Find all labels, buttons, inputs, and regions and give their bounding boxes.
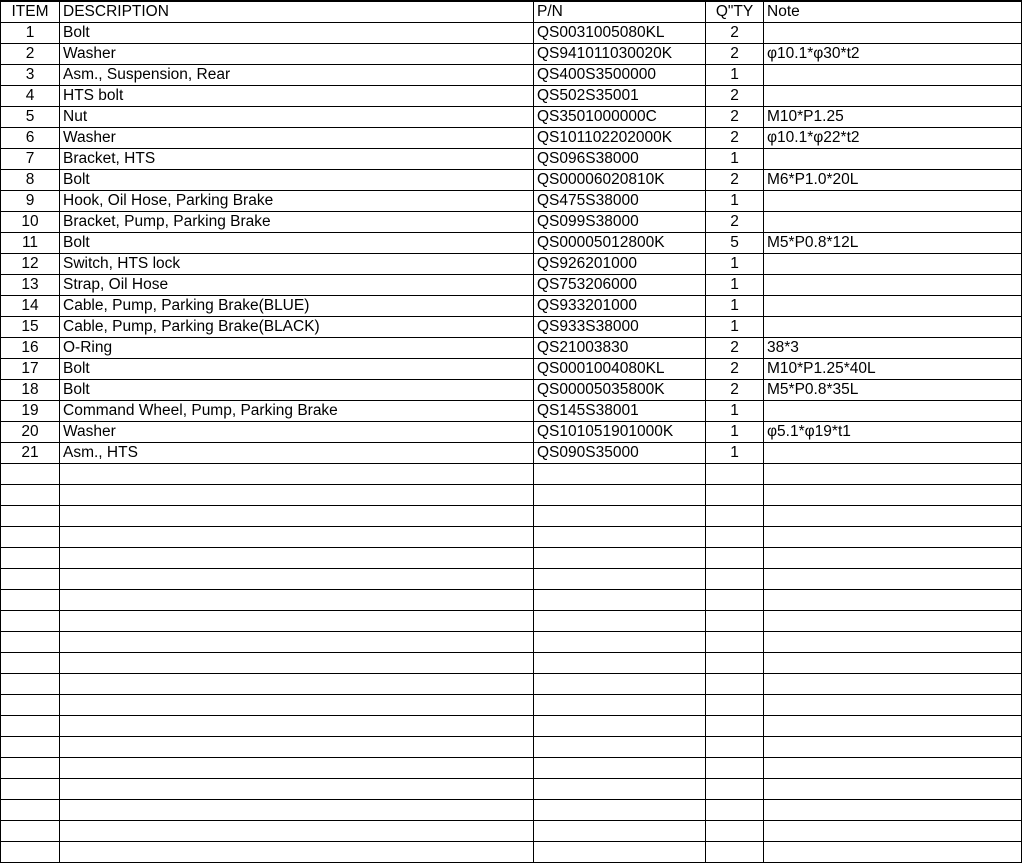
cell-note: [764, 296, 1022, 317]
cell-quantity-empty: [706, 506, 764, 527]
cell-part-number-empty: [534, 779, 706, 800]
parts-body: [1, 23, 1022, 863]
cell-quantity: 1: [706, 275, 764, 296]
cell-note: M5*P0.8*12L: [764, 233, 1022, 254]
cell-note-empty: [764, 800, 1022, 821]
cell-part-number-empty: [534, 506, 706, 527]
cell-note: [764, 275, 1022, 296]
table-row: [1, 212, 1022, 233]
table-row: [1, 380, 1022, 401]
empty-table-row: [1, 653, 1022, 674]
table-row: [1, 296, 1022, 317]
empty-table-row: [1, 821, 1022, 842]
table-row: [1, 191, 1022, 212]
cell-item: 11: [1, 233, 60, 254]
cell-note: φ5.1*φ19*t1: [764, 422, 1022, 443]
cell-item-empty: [1, 632, 60, 653]
cell-note-empty: [764, 527, 1022, 548]
cell-quantity-empty: [706, 779, 764, 800]
table-row: [1, 107, 1022, 128]
cell-part-number: QS933201000: [534, 296, 706, 317]
cell-description-empty: [60, 632, 534, 653]
cell-quantity-empty: [706, 590, 764, 611]
cell-item-empty: [1, 506, 60, 527]
cell-note-empty: [764, 611, 1022, 632]
cell-description: Bolt: [60, 380, 534, 401]
cell-quantity-empty: [706, 464, 764, 485]
empty-table-row: [1, 464, 1022, 485]
empty-table-row: [1, 590, 1022, 611]
cell-quantity: 2: [706, 23, 764, 44]
empty-table-row: [1, 548, 1022, 569]
cell-part-number-empty: [534, 716, 706, 737]
header-row: [1, 1, 1022, 23]
cell-description-empty: [60, 527, 534, 548]
cell-part-number: QS00005012800K: [534, 233, 706, 254]
cell-item: 7: [1, 149, 60, 170]
cell-quantity: 1: [706, 443, 764, 464]
cell-note: [764, 86, 1022, 107]
cell-description-empty: [60, 779, 534, 800]
cell-part-number-empty: [534, 569, 706, 590]
cell-part-number: QS00006020810K: [534, 170, 706, 191]
cell-quantity: 1: [706, 191, 764, 212]
cell-description-empty: [60, 653, 534, 674]
cell-description: O-Ring: [60, 338, 534, 359]
cell-item-empty: [1, 548, 60, 569]
table-row: [1, 401, 1022, 422]
cell-description: Asm., Suspension, Rear: [60, 65, 534, 86]
header-part-number: P/N: [534, 1, 706, 23]
cell-description-empty: [60, 485, 534, 506]
cell-quantity-empty: [706, 821, 764, 842]
cell-part-number-empty: [534, 464, 706, 485]
cell-quantity-empty: [706, 842, 764, 863]
header-quantity: Q"TY: [706, 1, 764, 23]
cell-quantity: 1: [706, 65, 764, 86]
cell-item-empty: [1, 737, 60, 758]
cell-item: 1: [1, 23, 60, 44]
cell-description-empty: [60, 821, 534, 842]
empty-table-row: [1, 569, 1022, 590]
cell-item: 12: [1, 254, 60, 275]
cell-part-number-empty: [534, 842, 706, 863]
cell-item: 18: [1, 380, 60, 401]
cell-item: 5: [1, 107, 60, 128]
cell-note-empty: [764, 632, 1022, 653]
cell-quantity: 2: [706, 86, 764, 107]
cell-item-empty: [1, 800, 60, 821]
cell-part-number-empty: [534, 821, 706, 842]
cell-part-number-empty: [534, 695, 706, 716]
cell-quantity-empty: [706, 548, 764, 569]
cell-note: 38*3: [764, 338, 1022, 359]
cell-part-number: QS3501000000C: [534, 107, 706, 128]
cell-part-number: QS475S38000: [534, 191, 706, 212]
cell-description: Asm., HTS: [60, 443, 534, 464]
cell-part-number: QS00005035800K: [534, 380, 706, 401]
cell-description-empty: [60, 695, 534, 716]
cell-item: 9: [1, 191, 60, 212]
empty-table-row: [1, 674, 1022, 695]
cell-item: 6: [1, 128, 60, 149]
cell-part-number-empty: [534, 674, 706, 695]
cell-item: 2: [1, 44, 60, 65]
cell-description-empty: [60, 569, 534, 590]
cell-note: [764, 65, 1022, 86]
cell-description-empty: [60, 674, 534, 695]
cell-quantity: 1: [706, 422, 764, 443]
cell-description: Command Wheel, Pump, Parking Brake: [60, 401, 534, 422]
cell-part-number-empty: [534, 611, 706, 632]
cell-part-number: QS101051901000K: [534, 422, 706, 443]
cell-description-empty: [60, 506, 534, 527]
cell-part-number: QS941011030020K: [534, 44, 706, 65]
cell-quantity-empty: [706, 800, 764, 821]
cell-note: φ10.1*φ22*t2: [764, 128, 1022, 149]
table-row: [1, 275, 1022, 296]
cell-note: [764, 149, 1022, 170]
cell-note-empty: [764, 569, 1022, 590]
cell-note-empty: [764, 674, 1022, 695]
cell-note: M10*P1.25*40L: [764, 359, 1022, 380]
cell-description: Bolt: [60, 359, 534, 380]
empty-table-row: [1, 506, 1022, 527]
cell-note-empty: [764, 821, 1022, 842]
empty-table-row: [1, 716, 1022, 737]
cell-description-empty: [60, 590, 534, 611]
table-row: [1, 443, 1022, 464]
cell-description: Nut: [60, 107, 534, 128]
cell-note-empty: [764, 653, 1022, 674]
cell-item-empty: [1, 611, 60, 632]
cell-item-empty: [1, 695, 60, 716]
empty-table-row: [1, 758, 1022, 779]
table-row: [1, 359, 1022, 380]
cell-description: Switch, HTS lock: [60, 254, 534, 275]
cell-part-number-empty: [534, 737, 706, 758]
cell-quantity: 2: [706, 44, 764, 65]
empty-table-row: [1, 842, 1022, 863]
empty-table-row: [1, 527, 1022, 548]
cell-description-empty: [60, 758, 534, 779]
cell-part-number-empty: [534, 800, 706, 821]
cell-item-empty: [1, 716, 60, 737]
cell-note: M5*P0.8*35L: [764, 380, 1022, 401]
table-row: [1, 86, 1022, 107]
empty-table-row: [1, 737, 1022, 758]
cell-part-number-empty: [534, 548, 706, 569]
cell-part-number: QS400S3500000: [534, 65, 706, 86]
cell-part-number: QS099S38000: [534, 212, 706, 233]
cell-note-empty: [764, 590, 1022, 611]
cell-item: 8: [1, 170, 60, 191]
cell-description: Washer: [60, 128, 534, 149]
cell-item-empty: [1, 527, 60, 548]
cell-part-number: QS926201000: [534, 254, 706, 275]
cell-quantity-empty: [706, 674, 764, 695]
cell-part-number: QS0001004080KL: [534, 359, 706, 380]
cell-quantity: 2: [706, 170, 764, 191]
cell-quantity: 5: [706, 233, 764, 254]
cell-quantity-empty: [706, 653, 764, 674]
cell-item-empty: [1, 842, 60, 863]
cell-note: [764, 212, 1022, 233]
cell-quantity-empty: [706, 758, 764, 779]
cell-description-empty: [60, 737, 534, 758]
cell-description: Washer: [60, 422, 534, 443]
cell-note-empty: [764, 506, 1022, 527]
cell-part-number: QS753206000: [534, 275, 706, 296]
cell-quantity: 1: [706, 296, 764, 317]
cell-quantity-empty: [706, 611, 764, 632]
cell-note-empty: [764, 758, 1022, 779]
cell-quantity-empty: [706, 569, 764, 590]
cell-item-empty: [1, 758, 60, 779]
cell-item-empty: [1, 485, 60, 506]
cell-description: Bolt: [60, 23, 534, 44]
cell-note: [764, 317, 1022, 338]
cell-note-empty: [764, 485, 1022, 506]
cell-note: [764, 401, 1022, 422]
header-item: ITEM: [1, 1, 60, 23]
cell-part-number: QS090S35000: [534, 443, 706, 464]
cell-note-empty: [764, 464, 1022, 485]
cell-description-empty: [60, 464, 534, 485]
table-row: [1, 23, 1022, 44]
cell-item: 16: [1, 338, 60, 359]
cell-part-number: QS096S38000: [534, 149, 706, 170]
cell-quantity: 1: [706, 254, 764, 275]
cell-quantity-empty: [706, 695, 764, 716]
header-note: Note: [764, 1, 1022, 23]
cell-part-number-empty: [534, 590, 706, 611]
cell-quantity-empty: [706, 716, 764, 737]
cell-note: M6*P1.0*20L: [764, 170, 1022, 191]
cell-part-number: QS145S38001: [534, 401, 706, 422]
header-description: DESCRIPTION: [60, 1, 534, 23]
table-row: [1, 149, 1022, 170]
empty-table-row: [1, 800, 1022, 821]
cell-quantity-empty: [706, 737, 764, 758]
cell-item: 13: [1, 275, 60, 296]
empty-table-row: [1, 632, 1022, 653]
cell-quantity-empty: [706, 485, 764, 506]
cell-part-number-empty: [534, 485, 706, 506]
cell-part-number-empty: [534, 527, 706, 548]
cell-quantity-empty: [706, 527, 764, 548]
cell-item: 14: [1, 296, 60, 317]
cell-note: [764, 191, 1022, 212]
table-row: [1, 44, 1022, 65]
cell-item-empty: [1, 569, 60, 590]
cell-part-number: QS502S35001: [534, 86, 706, 107]
table-row: [1, 128, 1022, 149]
table-row: [1, 233, 1022, 254]
cell-part-number-empty: [534, 653, 706, 674]
cell-item: 4: [1, 86, 60, 107]
cell-part-number: QS0031005080KL: [534, 23, 706, 44]
cell-quantity: 1: [706, 317, 764, 338]
cell-quantity: 2: [706, 212, 764, 233]
cell-note-empty: [764, 548, 1022, 569]
cell-item-empty: [1, 590, 60, 611]
cell-part-number-empty: [534, 632, 706, 653]
cell-note: φ10.1*φ30*t2: [764, 44, 1022, 65]
cell-description: Cable, Pump, Parking Brake(BLUE): [60, 296, 534, 317]
table-row: [1, 338, 1022, 359]
cell-description: Bolt: [60, 170, 534, 191]
empty-table-row: [1, 611, 1022, 632]
cell-note-empty: [764, 695, 1022, 716]
table-row: [1, 422, 1022, 443]
cell-quantity: 2: [706, 359, 764, 380]
table-row: [1, 254, 1022, 275]
cell-quantity: 2: [706, 107, 764, 128]
cell-item-empty: [1, 653, 60, 674]
cell-description: Bracket, HTS: [60, 149, 534, 170]
cell-quantity: 2: [706, 380, 764, 401]
cell-item: 17: [1, 359, 60, 380]
cell-note: M10*P1.25: [764, 107, 1022, 128]
cell-description: Bolt: [60, 233, 534, 254]
empty-table-row: [1, 779, 1022, 800]
cell-description: HTS bolt: [60, 86, 534, 107]
cell-item: 21: [1, 443, 60, 464]
cell-note-empty: [764, 716, 1022, 737]
cell-description: Strap, Oil Hose: [60, 275, 534, 296]
cell-item-empty: [1, 464, 60, 485]
cell-quantity: 1: [706, 149, 764, 170]
cell-note: [764, 23, 1022, 44]
cell-part-number: QS21003830: [534, 338, 706, 359]
empty-table-row: [1, 485, 1022, 506]
empty-table-row: [1, 695, 1022, 716]
cell-note-empty: [764, 842, 1022, 863]
cell-part-number-empty: [534, 758, 706, 779]
cell-note-empty: [764, 779, 1022, 800]
cell-description-empty: [60, 611, 534, 632]
cell-quantity: 1: [706, 401, 764, 422]
cell-note: [764, 254, 1022, 275]
table-row: [1, 317, 1022, 338]
cell-item: 20: [1, 422, 60, 443]
cell-description: Washer: [60, 44, 534, 65]
cell-item-empty: [1, 779, 60, 800]
cell-item: 15: [1, 317, 60, 338]
table-row: [1, 170, 1022, 191]
cell-item: 10: [1, 212, 60, 233]
cell-description: Hook, Oil Hose, Parking Brake: [60, 191, 534, 212]
cell-note-empty: [764, 737, 1022, 758]
cell-quantity-empty: [706, 632, 764, 653]
cell-description-empty: [60, 800, 534, 821]
cell-item: 3: [1, 65, 60, 86]
cell-description-empty: [60, 548, 534, 569]
cell-item: 19: [1, 401, 60, 422]
cell-description: Bracket, Pump, Parking Brake: [60, 212, 534, 233]
cell-description-empty: [60, 842, 534, 863]
cell-item-empty: [1, 821, 60, 842]
cell-part-number: QS933S38000: [534, 317, 706, 338]
cell-part-number: QS101102202000K: [534, 128, 706, 149]
cell-description: Cable, Pump, Parking Brake(BLACK): [60, 317, 534, 338]
cell-description-empty: [60, 716, 534, 737]
cell-item-empty: [1, 674, 60, 695]
cell-note: [764, 443, 1022, 464]
table-row: [1, 65, 1022, 86]
cell-quantity: 2: [706, 338, 764, 359]
cell-quantity: 2: [706, 128, 764, 149]
